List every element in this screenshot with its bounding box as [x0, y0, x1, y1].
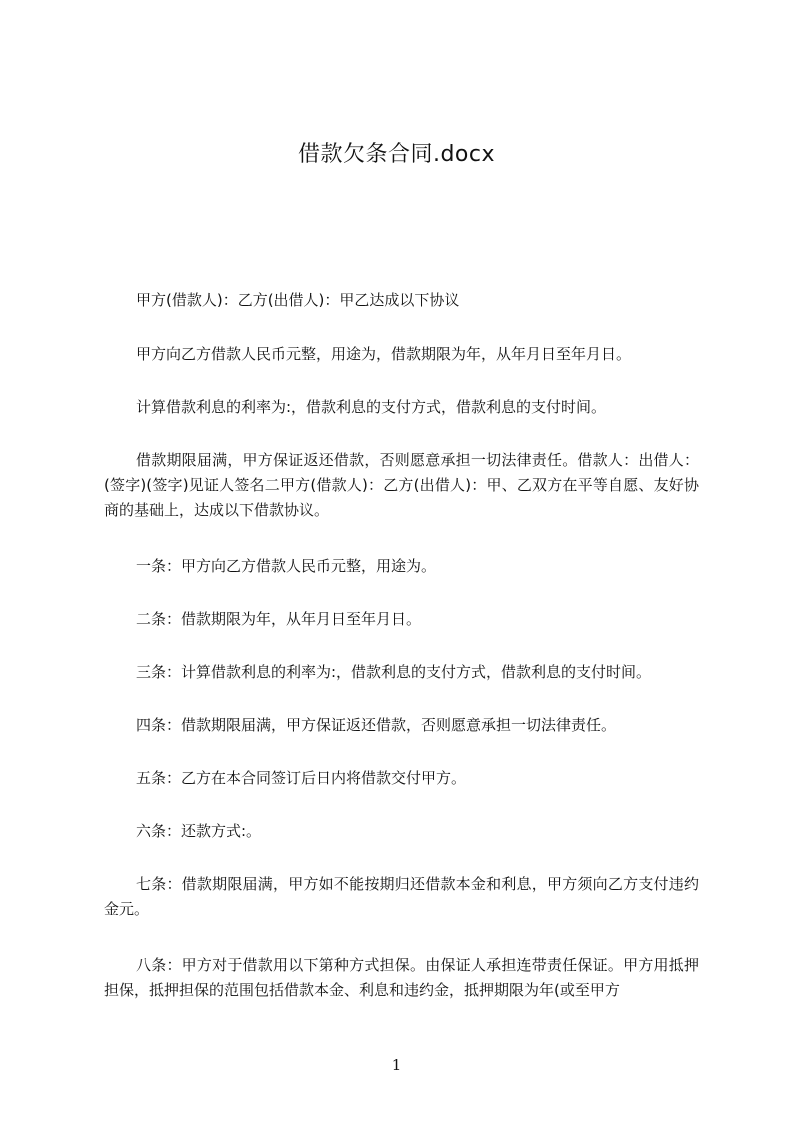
- paragraph-parties: 甲方(借款人)：乙方(出借人)：甲乙达成以下协议: [136, 291, 460, 309]
- paragraph-interest: 计算借款利息的利率为:，借款利息的支付方式，借款利息的支付时间。: [136, 398, 607, 416]
- paragraph-article-1: 一条：甲方向乙方借款人民币元整，用途为。: [136, 557, 437, 575]
- paragraph-article-2: 二条：借款期限为年，从年月日至年月日。: [136, 610, 422, 628]
- paragraph-article-5: 五条：乙方在本合同签订后日内将借款交付甲方。: [136, 769, 467, 787]
- document-title: 借款欠条合同.docx: [297, 142, 496, 167]
- paragraph-repayment-guarantee: 借款期限届满，甲方保证返还借款，否则愿意承担一切法律责任。借款人：出借人：(签字)(签字)见证人签名二甲方(借款人)：乙方(出借人)：甲、乙双方在平等自愿、友好协商的基础上，达成以下借款协议。: [104, 451, 699, 519]
- paragraph-article-6: 六条：还款方式:。: [136, 822, 262, 840]
- paragraph-article-8: 八条：甲方对于借款用以下第种方式担保。由保证人承担连带责任保证。甲方用抵押担保，抵押担保的范围包括借款本金、利息和违约金，抵押期限为年(或至甲方: [104, 956, 699, 999]
- paragraph-loan-amount: 甲方向乙方借款人民币元整，用途为，借款期限为年，从年月日至年月日。: [136, 345, 632, 363]
- page-number: 1: [391, 1056, 402, 1074]
- paragraph-article-3: 三条：计算借款利息的利率为:，借款利息的支付方式，借款利息的支付时间。: [136, 663, 652, 681]
- paragraph-article-4: 四条：借款期限届满，甲方保证返还借款，否则愿意承担一切法律责任。: [136, 716, 617, 734]
- paragraph-article-7: 七条：借款期限届满，甲方如不能按期归还借款本金和利息，甲方须向乙方支付违约金元。: [104, 875, 699, 918]
